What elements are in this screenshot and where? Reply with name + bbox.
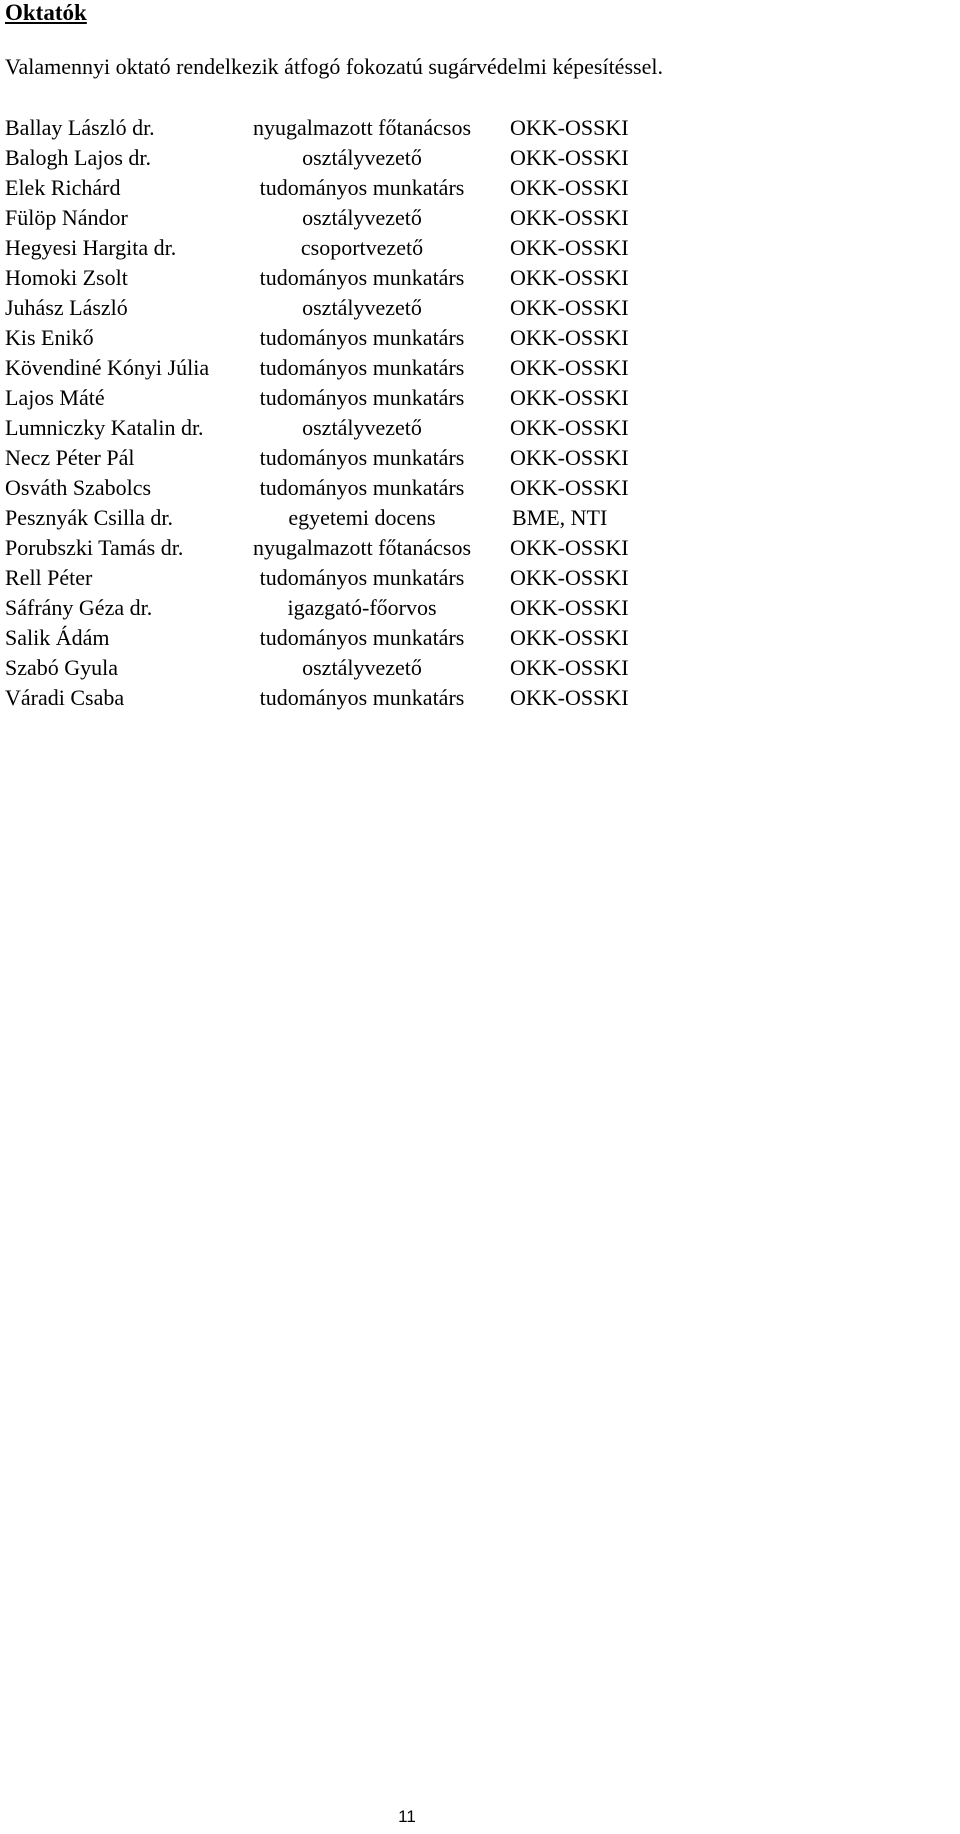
instructor-list [0,113,960,713]
instructor-position: osztályvezető [302,145,422,170]
instructor-row [0,173,960,203]
instructor-row [0,653,960,683]
intro-paragraph: Valamennyi oktató rendelkezik átfogó fokozatú sugárvédelmi képesítéssel. [5,54,663,79]
instructor-position: egyetemi docens [288,505,436,530]
instructor-institution: OKK-OSSKI [510,115,629,140]
instructor-institution: OKK-OSSKI [510,295,629,320]
instructor-institution: OKK-OSSKI [510,385,629,410]
instructor-position: tudományos munkatárs [259,685,465,710]
instructor-institution: OKK-OSSKI [510,625,629,650]
instructor-row [0,593,960,623]
instructor-institution: OKK-OSSKI [510,655,629,680]
instructor-row [0,323,960,353]
instructor-institution: OKK-OSSKI [510,445,629,470]
instructor-row [0,443,960,473]
instructor-position: osztályvezető [302,655,422,680]
instructor-row [0,383,960,413]
instructor-institution: OKK-OSSKI [510,535,629,560]
instructor-name: Kövendiné Kónyi Júlia [5,355,210,380]
instructor-position: osztályvezető [302,295,422,320]
instructor-institution: OKK-OSSKI [510,325,629,350]
instructor-name: Osváth Szabolcs [5,475,152,500]
instructor-name: Hegyesi Hargita dr. [5,235,177,260]
instructor-position: tudományos munkatárs [259,265,465,290]
instructor-row [0,233,960,263]
instructor-institution: OKK-OSSKI [510,475,629,500]
instructor-name: Lajos Máté [5,385,105,410]
instructor-position: tudományos munkatárs [259,325,465,350]
instructor-row [0,413,960,443]
instructor-row [0,263,960,293]
instructor-institution: OKK-OSSKI [510,595,629,620]
instructor-row [0,563,960,593]
instructor-name: Balogh Lajos dr. [5,145,152,170]
instructor-name: Ballay László dr. [5,115,155,140]
page-title: Oktatók [5,0,87,25]
instructor-position: tudományos munkatárs [259,385,465,410]
instructor-name: Váradi Csaba [5,685,125,710]
instructor-position: tudományos munkatárs [259,445,465,470]
instructor-row [0,113,960,143]
instructor-name: Necz Péter Pál [5,445,135,470]
instructor-row [0,353,960,383]
instructor-name: Porubszki Tamás dr. [5,535,184,560]
instructor-position: nyugalmazott főtanácsos [252,535,472,560]
instructor-institution: OKK-OSSKI [510,265,629,290]
instructor-institution: OKK-OSSKI [510,175,629,200]
instructor-institution: BME, NTI [512,505,608,530]
instructor-name: Elek Richárd [5,175,121,200]
instructor-name: Kis Enikő [5,325,94,350]
instructor-position: osztályvezető [302,205,422,230]
instructor-name: Fülöp Nándor [5,205,128,230]
instructor-institution: OKK-OSSKI [510,205,629,230]
instructor-institution: OKK-OSSKI [510,415,629,440]
instructor-row [0,533,960,563]
page-number: 11 [398,1807,416,1826]
instructor-name: Rell Péter [5,565,93,590]
instructor-institution: OKK-OSSKI [510,145,629,170]
instructor-position: csoportvezető [300,235,424,260]
instructor-position: nyugalmazott főtanácsos [252,115,472,140]
instructor-name: Homoki Zsolt [5,265,128,290]
instructor-name: Salik Ádám [5,625,110,650]
instructor-position: osztályvezető [302,415,422,440]
instructor-institution: OKK-OSSKI [510,355,629,380]
instructor-name: Lumniczky Katalin dr. [5,415,204,440]
instructor-row [0,143,960,173]
instructor-institution: OKK-OSSKI [510,235,629,260]
instructor-row [0,203,960,233]
instructor-row [0,683,960,713]
instructor-position: tudományos munkatárs [259,355,465,380]
instructor-name: Juhász László [5,295,128,320]
instructor-position: tudományos munkatárs [259,175,465,200]
instructor-name: Szabó Gyula [5,655,119,680]
instructor-row [0,473,960,503]
instructor-institution: OKK-OSSKI [510,565,629,590]
instructor-position: tudományos munkatárs [259,625,465,650]
instructor-name: Pesznyák Csilla dr. [5,505,174,530]
instructor-row [0,623,960,653]
instructor-row [0,503,960,533]
instructor-name: Sáfrány Géza dr. [5,595,153,620]
instructor-row [0,293,960,323]
instructor-position: tudományos munkatárs [259,565,465,590]
instructor-position: tudományos munkatárs [259,475,465,500]
instructor-position: igazgató-főorvos [287,595,437,620]
instructor-institution: OKK-OSSKI [510,685,629,710]
